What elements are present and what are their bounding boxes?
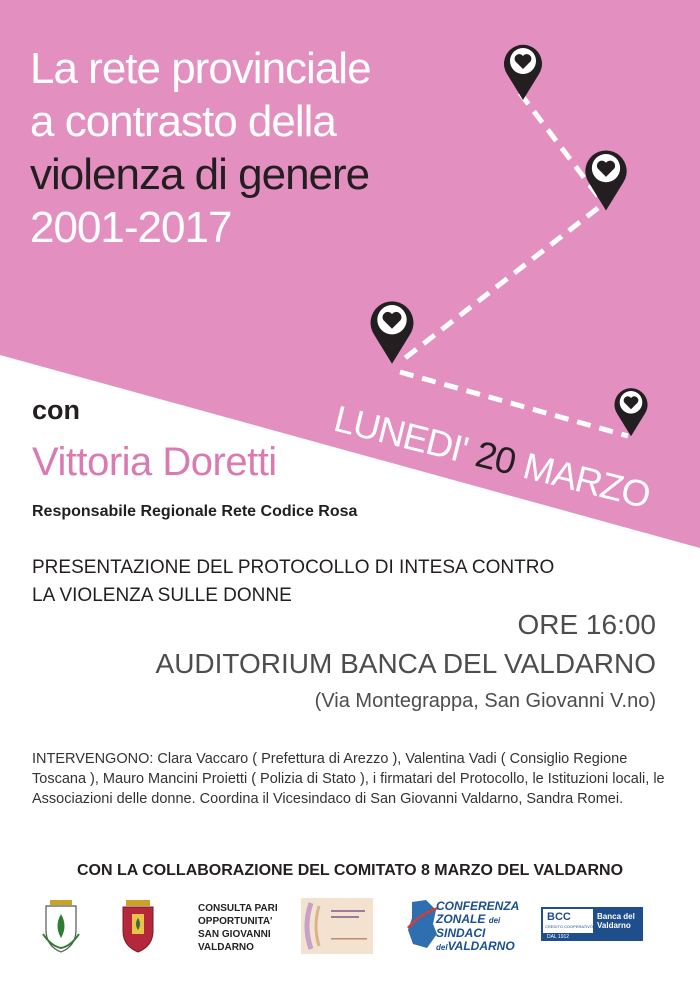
conferenza-del: del <box>436 943 448 952</box>
title-line-4: 2001-2017 <box>30 203 232 252</box>
consulta-pari-opportunita-logo <box>198 902 278 954</box>
bcc-name-line-1: Banca del <box>597 912 635 921</box>
intro-word: con <box>32 395 81 425</box>
date-weekday: LUNEDI' <box>330 398 472 471</box>
title-line-1: La rete provinciale <box>30 44 371 93</box>
conferenza-line-3: SINDACI <box>436 926 486 940</box>
commissione-pari-opportunita-logo <box>301 898 373 954</box>
event-venue: AUDITORIUM BANCA DEL VALDARNO <box>155 648 656 679</box>
conferenza-line-4: VALDARNO <box>447 939 515 953</box>
bcc-banca-valdarno-logo <box>541 907 643 941</box>
event-title <box>30 42 460 254</box>
presentation-text <box>32 554 554 610</box>
collaboration-note: CON LA COLLABORAZIONE DEL COMITATO 8 MARZO DEL VALDARNO <box>76 862 624 879</box>
event-address: (Via Montegrappa, San Giovanni V.no) <box>314 690 656 712</box>
conferenza-line-1: CONFERENZA <box>436 899 520 913</box>
presentation-line-2: LA VIOLENZA SULLE DONNE <box>32 585 292 606</box>
bcc-since: DAL 1912 <box>547 934 570 940</box>
speakers-paragraph: INTERVENGONO: Clara Vaccaro ( Prefettura di Arezzo ), Valentina Vadi ( Consiglio Regione Toscana ), Mauro Mancini Proietti ( Polizia di Stato ), i firmatari del Protocollo, le Istituzioni locali, le Associazioni delle donne. Coordina il Vicesindaco di San Giovanni Valdarno, Sandra Romei. <box>32 751 665 807</box>
bcc-name-line-2: Valdarno <box>597 921 631 930</box>
speaker-role: Responsabile Regionale Rete Codice Rosa <box>32 503 358 520</box>
conferenza-line-2: ZONALE <box>436 912 486 926</box>
bcc-mark: BCC <box>547 911 571 923</box>
bcc-sub: CREDITO COOPERATIVO <box>545 924 594 929</box>
event-time: ORE 16:00 <box>517 609 656 640</box>
consulta-line-4: VALDARNO <box>198 942 254 953</box>
date-month: MARZO <box>519 445 654 517</box>
heart-pin-icon <box>366 296 418 366</box>
heart-pin-icon <box>611 384 651 438</box>
speaker-name: Vittoria Doretti <box>32 440 277 484</box>
consulta-line-2: OPPORTUNITA' <box>198 916 273 927</box>
date-day: 20 <box>471 433 520 483</box>
title-line-3: violenza di genere <box>30 150 370 199</box>
conferenza-sindaci-logo <box>436 900 519 954</box>
municipal-crest-logo <box>40 896 82 954</box>
title-line-2: a contrasto della <box>30 97 336 146</box>
heart-pin-icon <box>581 145 631 213</box>
consulta-line-3: SAN GIOVANNI <box>198 929 271 940</box>
heart-pin-icon <box>500 40 546 102</box>
bcc-name <box>597 912 635 930</box>
conferenza-map-icon <box>406 898 440 950</box>
conferenza-dei: dei <box>488 916 501 925</box>
presentation-line-1: PRESENTAZIONE DEL PROTOCOLLO DI INTESA CONTRO <box>32 557 555 578</box>
consulta-line-1: CONSULTA PARI <box>198 903 278 914</box>
city-crest-logo <box>120 898 156 956</box>
